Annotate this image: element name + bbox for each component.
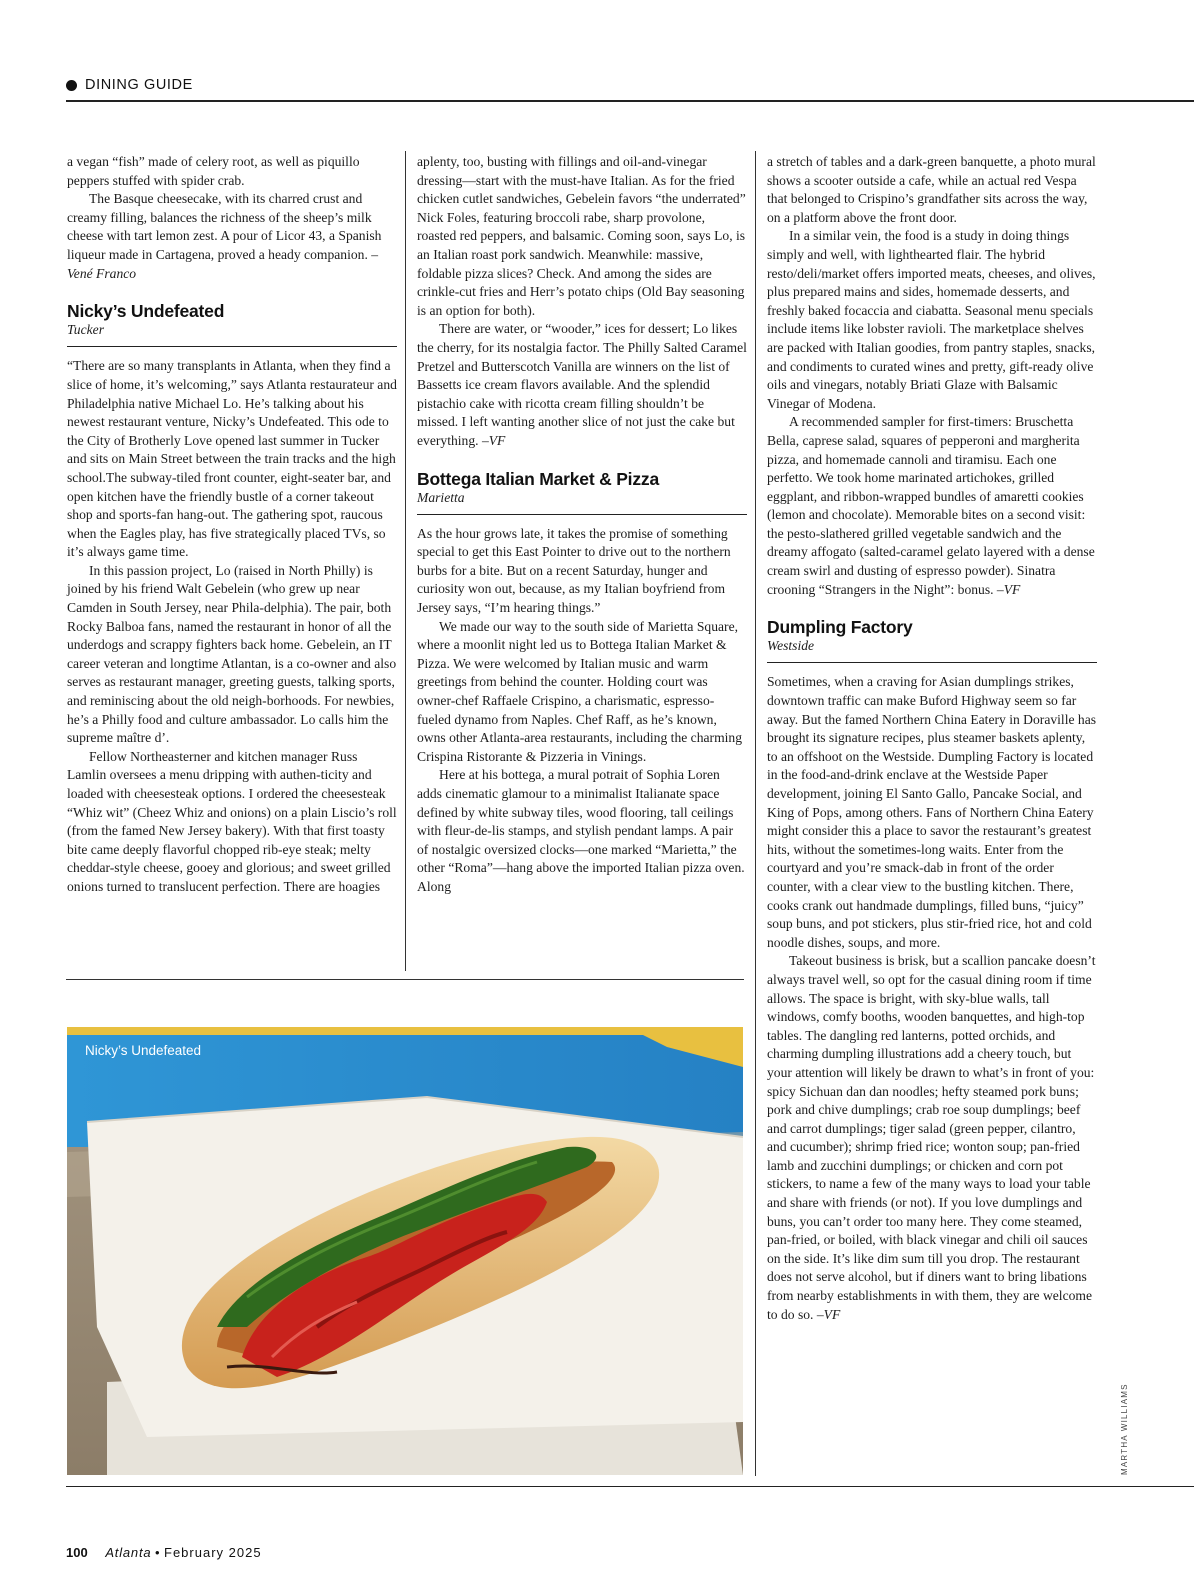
- restaurant-location: Marietta: [417, 489, 465, 505]
- paragraph: Fellow Northeasterner and kitchen manager Russ Lamlin oversees a menu dripping with authen-ticity and loaded with cheesesteak options. I ordered the cheesesteak “Whiz wit” (Cheez Whiz and onions) on a plain Liscio’s roll (from the famed New Jersey bakery). With that first toasty bite came deeply flavorful chopped rib-eye steak; melty cheddar-style cheese, gooey and glorious; and sweet grilled onions turned to translucent perfection. There are hoagies: [67, 748, 397, 894]
- byline: –VF: [481, 432, 506, 448]
- issue-date: February 2025: [164, 1545, 262, 1560]
- restaurant-name: Bottega Italian Market & Pizza: [417, 468, 659, 489]
- footer-separator: •: [155, 1545, 161, 1560]
- publication-name: Atlanta: [105, 1545, 152, 1560]
- photo-caption: Nicky’s Undefeated: [85, 1043, 202, 1058]
- paragraph-text: Takeout business is brisk, but a scallion pancake doesn’t always travel well, so opt for the casual dining room if time allows. The space is bright, with sky-blue walls, tall windows, comfy booths, wooden banquettes, and high-top tables. The dangling red lanterns, potted orchids, and charming dumpling illustrations add a cheery touch, but your attention will likely be drawn to what’s in front of you: spicy Sichuan dan dan noodles; hefty steamed pork buns; pork and chive dumplings; crab roe soup dumplings; beef and carrot dumplings; tiger salad (green pepper, cilantro, and cucumber); shrimp fried rice; wonton soup; pan-fried lamb and zucchini dumplings; or chicken and corn pot stickers, to name a few of the many ways to load your table and share with friends (or not). If you love dumplings and buns, you can’t order too many here. They come steamed, pan-fried, or boiled, with black vinegar and chili oil sauces on the side. It’s like dim sum till you drop. The restaurant does not serve alcohol, but if diners want to bring libations from nearby establishments in with them, they are welcome to do so.: [767, 953, 1096, 1322]
- hoagie-photo: [67, 1027, 743, 1475]
- restaurant-name: Dumpling Factory: [767, 617, 913, 638]
- photo-credit: MARTHA WILLIAMS: [1120, 1383, 1129, 1475]
- page-number: 100: [66, 1545, 88, 1560]
- paragraph: “There are so many transplants in Atlanta, when they find a slice of home, it’s welcoming,” says Atlanta restaurateur and Philadelphia native Michael Lo. He’s talking about his newest restaurant venture, Nicky’s Undefeated. This ode to the City of Brotherly Love opened last summer in Tucker and sits on Main Street between the train tracks and the high school.The subway-tiled front counter, eight-seater bar, and open kitchen have the friendly bustle of a corner takeout shop and sports-fan hang-out. The gathering spot, raucous when the Eagles play, has five strategically placed TVs, so it’s always game time.: [67, 358, 397, 560]
- paragraph: Here at his bottega, a mural potrait of Sophia Loren adds cinematic glamour to a minimalist Italianate space defined by white subway tiles, wood flooring, tall ceilings with fleur-de-lis stamps, and stylish pendant lamps. A pair of nostalgic oversized clocks—one marked “Marietta,” the other “Roma”—hang above the imported Italian pizza oven. Along: [417, 767, 745, 894]
- byline: –Vené Franco: [67, 246, 379, 281]
- paragraph: a stretch of tables and a dark-green banquette, a photo mural shows a scooter outside a cafe, while an actual red Vespa that belonged to Crispino’s grandfather sits across the way, on a platform above the front door.: [767, 154, 1096, 225]
- column-3: [767, 153, 1097, 1324]
- hoagie-illustration: [67, 1027, 743, 1475]
- column-divider: [755, 151, 756, 1476]
- byline: –VF: [996, 581, 1021, 597]
- byline: –VF: [816, 1306, 841, 1322]
- page-footer: [66, 1545, 262, 1560]
- restaurant-heading: [767, 617, 1097, 663]
- paragraph: a vegan “fish” made of celery root, as well as piquillo peppers stuffed with spider crab.: [67, 154, 360, 188]
- section-label: DINING GUIDE: [85, 77, 193, 93]
- paragraph: In this passion project, Lo (raised in North Philly) is joined by his friend Walt Gebelein (who grew up near Camden in South Jersey, near Phila-delphia). The pair, both Rocky Balboa fans, named the restaurant in honor of all the underdogs and scrappy fighters back home. Gebelein, an IT career veteran and longtime Atlantan, is a co-owner and also serves as restaurant manager, greeting guests, talking sports, and reminiscing about the old neigh-borhoods. For newbies, he’s a Philly food and culture ambassador. Lo calls him the supreme maître d’.: [67, 562, 397, 746]
- section-header: [66, 75, 193, 95]
- paragraph: Sometimes, when a craving for Asian dumplings strikes, downtown traffic can make Buford Highway seem so far away. But the famed Northern China Eatery in Doraville has brought its signature recipes, plus steamer baskets aplenty, to an offshoot on the Westside. Dumpling Factory is located in the food-and-drink enclave at the Westside Paper development, joining El Santo Gallo, Pancake Social, and King of Pops, among others. Fans of Northern China Eatery might consider this a place to savor the restaurant’s greatest hits, without the sometimes-long waits. Enter from the courtyard and you’re smack-dab in front of the order counter, with a clear view to the bustling kitchen. There, cooks crank out handmade dumplings, filled buns, “juicy” soup buns, and pot stickers, plus stir-fried rice, hot and cold noodle dishes, soups, and more.: [767, 674, 1097, 950]
- paragraph: aplenty, too, busting with fillings and oil-and-vinegar dressing—start with the must-have Italian. As for the fried chicken cutlet sandwiches, Gebelein favors “the underrated” Nick Foles, featuring broccoli rabe, sharp provolone, roasted red peppers, and balsamic. Coming soon, says Lo, is an Italian roast pork sandwich. Meanwhile: massive, foldable pizza slices? Check. And among the sides are crinkle-cut fries and Herr’s potato chips (Old Bay seasoning is an option for both).: [417, 154, 746, 318]
- paragraph-text: The Basque cheesecake, with its charred crust and creamy filling, balances the richness of the sheep’s milk cheese with tart lemon zest. A pour of Licor 43, a Spanish liqueur made in Cartagena, proved a heady companion.: [67, 191, 382, 262]
- heading-rule: [767, 662, 1097, 663]
- paragraph-text: A recommended sampler for first-timers: Bruschetta Bella, caprese salad, squares of pepperoni and margherita pizza, and homemade cannoli and tiramisu. Each one perfetto. We took home marinated artichokes, grilled eggplant, and ribbon-wrapped bundles of amaretti cookies (lemon and chocolate). Memorable bites on a second visit: the pesto-slathered grilled vegetable sandwich and the dreamy affogato (salted-caramel gelato layered with a dense cream swirl and dusting of espresso powder). Sinatra crooning “Strangers in the Night”: bonus.: [767, 414, 1095, 597]
- restaurant-location: Tucker: [67, 322, 104, 338]
- paragraph: [767, 413, 1097, 599]
- paragraph: [767, 952, 1097, 1324]
- column-divider: [405, 151, 406, 971]
- bullet-dot-icon: [66, 80, 77, 91]
- column-1: [67, 153, 397, 897]
- heading-rule: [417, 514, 747, 515]
- paragraph: As the hour grows late, it takes the promise of something special to get this East Pointer to drive out to the northern burbs for a bite. But on a recent Saturday, hunger and curiosity won out, because, as my Italian boyfriend from Jersey says, “I’m hearing things.”: [417, 525, 731, 616]
- photo-top-rule: [66, 979, 744, 980]
- paragraph: [417, 320, 747, 450]
- restaurant-location: Westside: [767, 638, 815, 654]
- top-rule: [66, 100, 1194, 102]
- paragraph: We made our way to the south side of Marietta Square, where a moonlit night led us to Bottega Italian Market & Pizza. We were welcomed by Italian music and warm greetings from behind the counter. Holding court was owner-chef Raffaele Crispino, a charismatic, espresso-fueled dynamo from Naples. Chef Raff, as he’s known, owns other Atlanta-area restaurants, including the charming Crispina Ristorante & Pizzeria in Vinings.: [417, 618, 743, 764]
- paragraph-text: There are water, or “wooder,” ices for dessert; Lo likes the cherry, for its nostalgia factor. The Philly Salted Caramel Pretzel and Butterscotch Vanilla are winners on the list of Bassetts ice cream flavors available. And the splendid pistachio cake with ricotta cream filling shouldn’t be missed. I left wanting another slice of not just the cake but everything.: [417, 321, 747, 448]
- paragraph: In a similar vein, the food is a study in doing things simply and well, with lighthearted flair. The hybrid resto/deli/market offers imported meats, cheeses, and olives, plus prepared mains and sides, homemade desserts, and freshly baked focaccia and ciabatta. Seasonal menu specials include items like lobster ravioli. The marketplace shelves are packed with Italian goodies, from pantry staples, snacks, and condiments to curated wines and pretty, gift-ready olive oils and vinegars, notably Briati Glaze with Balsamic Vinegar of Modena.: [767, 228, 1096, 411]
- restaurant-heading: [417, 469, 747, 515]
- restaurant-heading: [67, 301, 397, 347]
- column-2: [417, 153, 747, 897]
- restaurant-name: Nicky’s Undefeated: [67, 301, 225, 322]
- bottom-rule: [66, 1486, 1194, 1487]
- heading-rule: [67, 346, 397, 347]
- paragraph: [67, 190, 397, 283]
